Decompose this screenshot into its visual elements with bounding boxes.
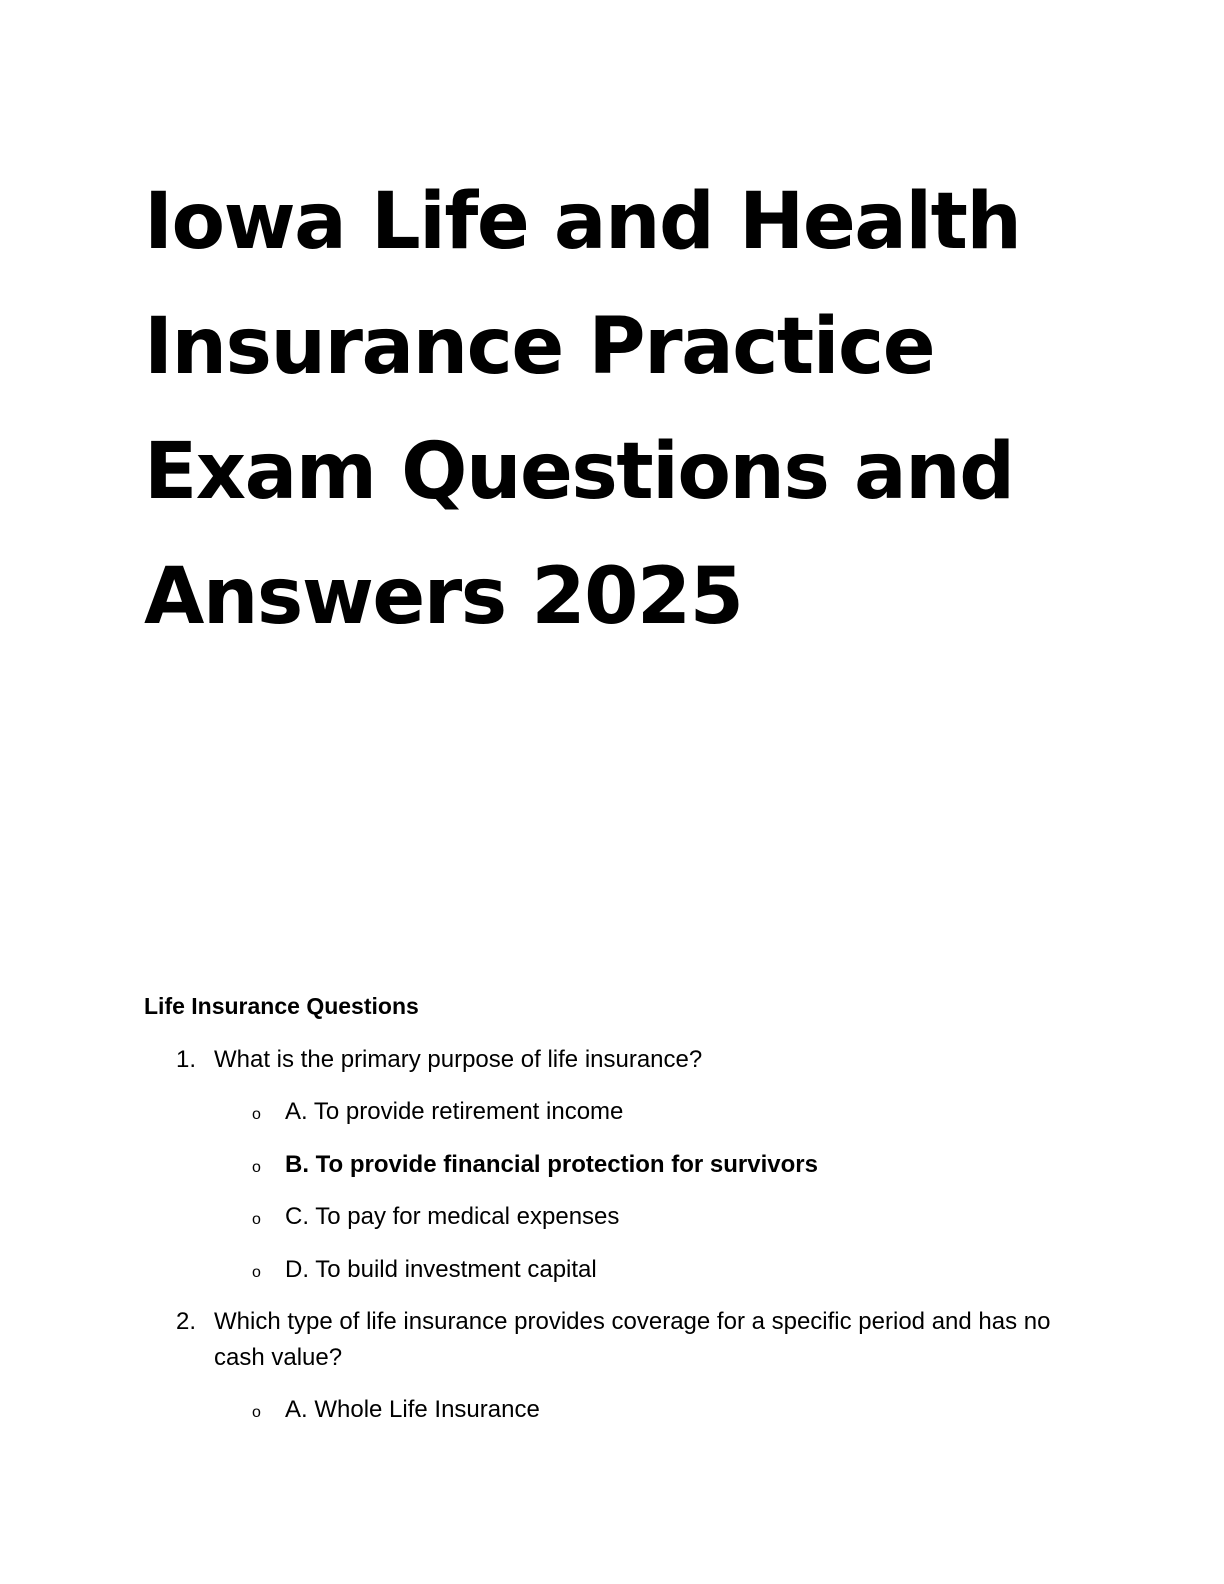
answer-option-text: A. Whole Life Insurance <box>285 1396 540 1423</box>
document-title: Iowa Life and Health Insurance Practice Exam Questions and Answers 2025 <box>144 177 1021 642</box>
bullet-icon: o <box>252 1159 261 1176</box>
question-number: 2. <box>176 1308 197 1335</box>
question-text: Which type of life insurance provides coverage for a specific period and has no cash value? <box>214 1308 1051 1371</box>
bullet-icon: o <box>252 1264 261 1281</box>
question-number: 1. <box>176 1046 197 1073</box>
answer-option-text: A. To provide retirement income <box>285 1098 624 1125</box>
bullet-icon: o <box>252 1106 261 1123</box>
section-heading: Life Insurance Questions <box>144 993 419 1019</box>
answer-option-text: B. To provide financial protection for survivors <box>285 1151 818 1178</box>
answer-option-text: C. To pay for medical expenses <box>285 1203 620 1230</box>
bullet-icon: o <box>252 1211 261 1228</box>
answer-option-text: D. To build investment capital <box>285 1256 597 1283</box>
question-text: What is the primary purpose of life insurance? <box>214 1046 703 1073</box>
bullet-icon: o <box>252 1404 261 1421</box>
